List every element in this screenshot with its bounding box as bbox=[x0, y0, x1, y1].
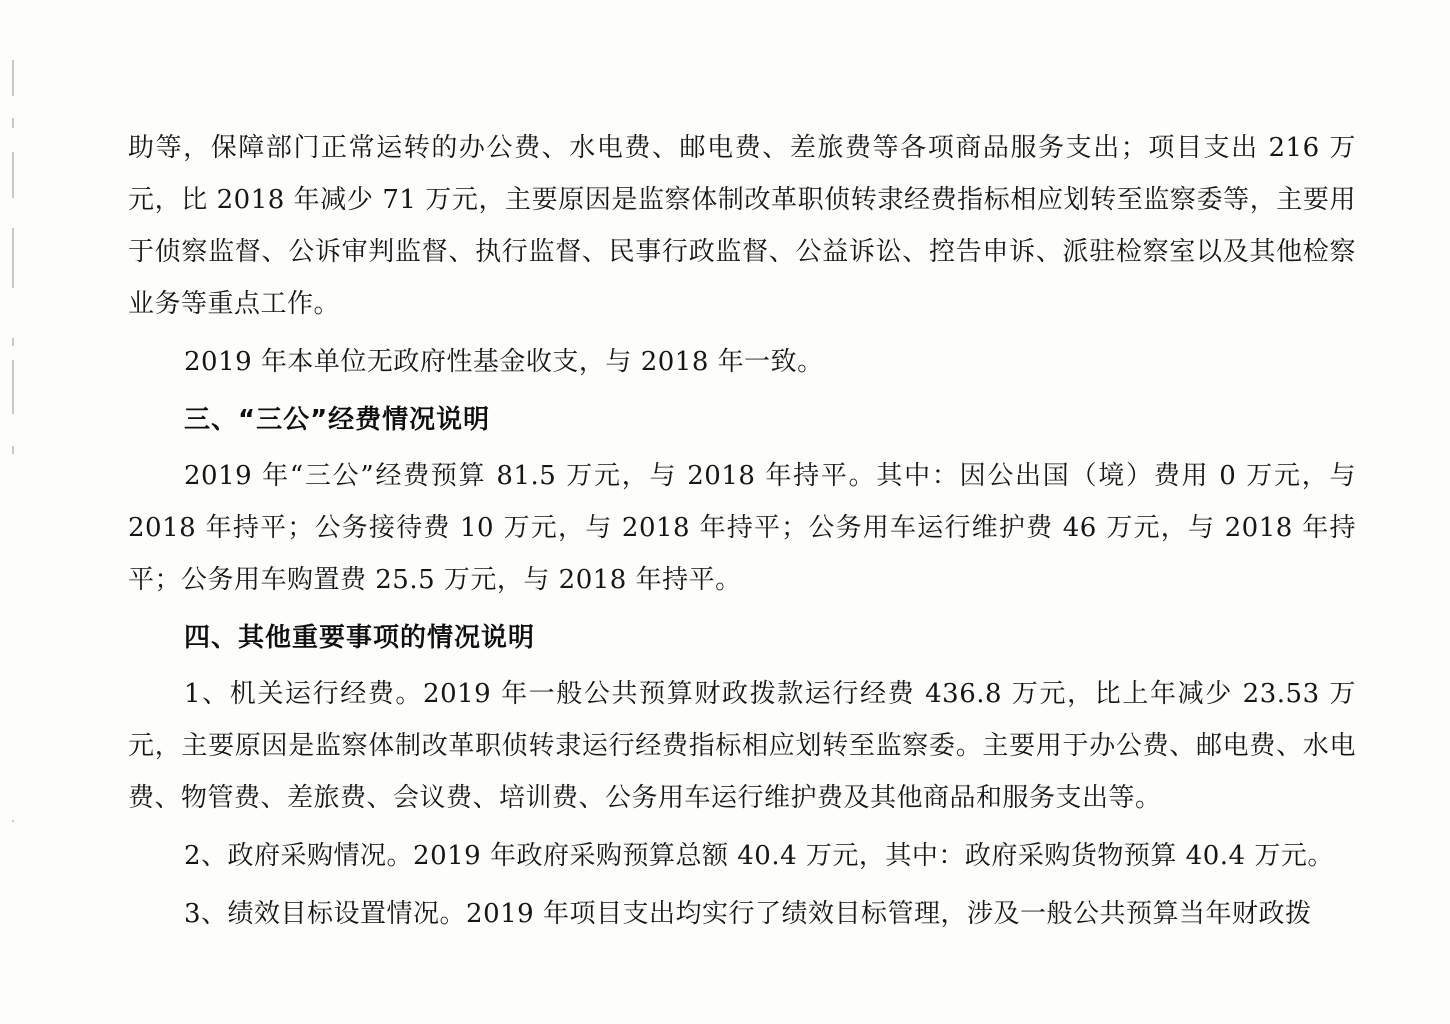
scan-edge-artifacts bbox=[8, 60, 22, 880]
paragraph-performance-targets: 3、绩效目标设置情况。2019 年项目支出均实行了绩效目标管理，涉及一般公共预算当年财政拨 bbox=[184, 899, 1312, 929]
paragraph-government-fund: 2019 年本单位无政府性基金收支，与 2018 年一致。 bbox=[184, 347, 824, 377]
document-body bbox=[128, 122, 1356, 946]
paragraph-operating-expenses: 1、机关运行经费。2019 年一般公共预算财政拨款运行经费 436.8 万元，比上年减少 23.53 万元，主要原因是监察体制改革职侦转隶运行经费指标相应划转至监察委。主要用于办公费、邮电费、水电费、物管费、差旅费、会议费、培训费、公务用车运行维护费及其他商品和服务支出等。 bbox=[128, 679, 1356, 813]
paragraph-budget-expenditure: 助等，保障部门正常运转的办公费、水电费、邮电费、差旅费等各项商品服务支出；项目支出 216 万元，比 2018 年减少 71 万元，主要原因是监察体制改革职侦转隶经费指标相应划转至监察委等，主要用于侦察监督、公诉审判监督、执行监督、民事行政监督、公益诉讼、控告申诉、派驻检察室以及其他检察业务等重点工作。 bbox=[128, 133, 1356, 319]
paragraph-three-public-funds-detail: 2019 年“三公”经费预算 81.5 万元，与 2018 年持平。其中：因公出国（境）费用 0 万元，与 2018 年持平；公务接待费 10 万元，与 2018 年持平；公务用车运行维护费 46 万元，与 2018 年持平；公务用车购置费 25.5 万元，与 2018 年持平。 bbox=[128, 461, 1356, 595]
section-heading-other-matters: 四、其他重要事项的情况说明 bbox=[184, 623, 536, 653]
paragraph-government-procurement: 2、政府采购情况。2019 年政府采购预算总额 40.4 万元，其中：政府采购货物预算 40.4 万元。 bbox=[184, 841, 1334, 871]
section-heading-three-public-funds: 三、“三公”经费情况说明 bbox=[184, 405, 491, 435]
